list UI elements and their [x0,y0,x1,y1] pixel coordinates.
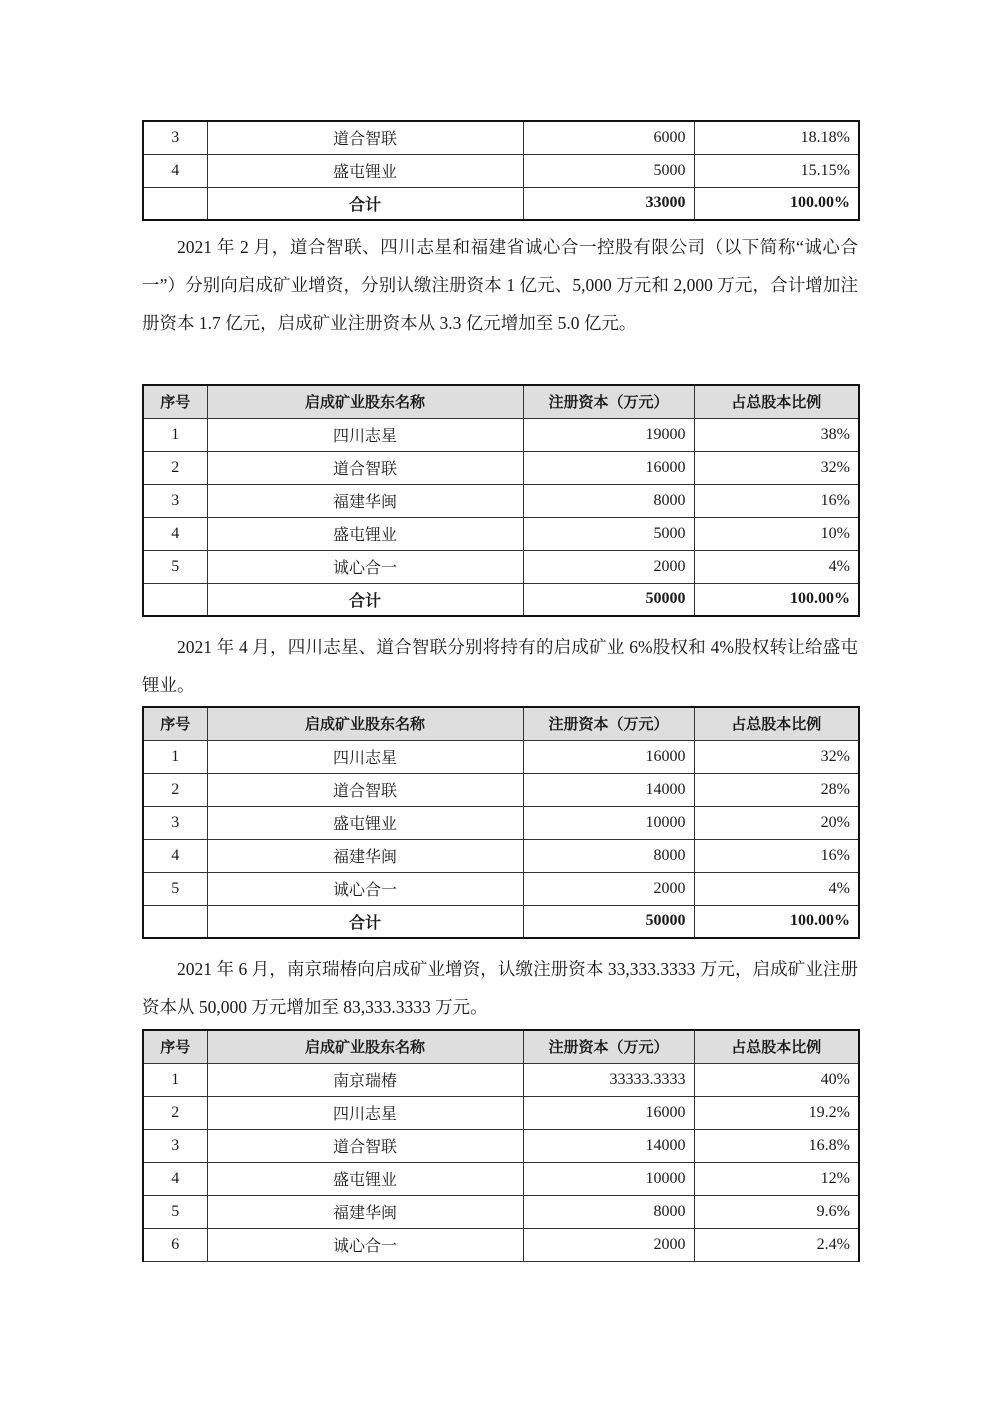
seq-cell: 2 [143,451,207,484]
pct-cell: 32% [694,740,859,773]
name-cell: 诚心合一 [207,872,523,905]
shareholder-table-3 [142,706,860,939]
table-body [143,740,859,938]
capital-cell: 8000 [523,1195,694,1228]
table-row [143,451,859,484]
table-body [143,1063,859,1261]
name-cell: 南京瑞椿 [207,1063,523,1096]
table-body [143,418,859,616]
seq-cell-empty [143,583,207,616]
seq-cell: 2 [143,1096,207,1129]
total-capital: 50000 [523,583,694,616]
name-cell: 福建华闽 [207,839,523,872]
pct-cell: 28% [694,773,859,806]
table-row [143,1096,859,1129]
pct-cell: 20% [694,806,859,839]
header-capital: 注册资本（万元） [523,385,694,418]
total-row [143,583,859,616]
pct-cell: 19.2% [694,1096,859,1129]
table-row [143,550,859,583]
table-row [143,418,859,451]
header-pct: 占总股本比例 [694,1030,859,1063]
capital-cell: 16000 [523,451,694,484]
name-cell: 四川志星 [207,1096,523,1129]
header-seq: 序号 [143,1030,207,1063]
name-cell: 道合智联 [207,1129,523,1162]
shareholder-table-1 [142,120,860,221]
capital-cell: 14000 [523,773,694,806]
table-body [143,121,859,220]
name-cell: 道合智联 [207,773,523,806]
shareholder-table-2 [142,384,860,617]
header-capital: 注册资本（万元） [523,707,694,740]
header-pct: 占总股本比例 [694,707,859,740]
capital-cell: 8000 [523,839,694,872]
pct-cell: 16% [694,839,859,872]
seq-cell: 4 [143,839,207,872]
seq-cell: 2 [143,773,207,806]
table-row [143,1228,859,1261]
capital-cell: 10000 [523,1162,694,1195]
capital-cell: 16000 [523,1096,694,1129]
pct-cell: 2.4% [694,1228,859,1261]
header-row [143,707,859,740]
name-cell: 诚心合一 [207,1228,523,1261]
total-capital: 33000 [523,187,694,220]
seq-cell: 3 [143,806,207,839]
capital-cell: 5000 [523,517,694,550]
table-row [143,806,859,839]
table-header [143,385,859,418]
seq-cell: 3 [143,121,207,154]
pct-cell: 4% [694,550,859,583]
header-name: 启成矿业股东名称 [207,385,523,418]
table-row [143,839,859,872]
capital-cell: 2000 [523,1228,694,1261]
header-name: 启成矿业股东名称 [207,1030,523,1063]
capital-cell: 14000 [523,1129,694,1162]
table-row [143,484,859,517]
pct-cell: 16% [694,484,859,517]
pct-cell: 9.6% [694,1195,859,1228]
total-pct: 100.00% [694,187,859,220]
seq-cell: 5 [143,1195,207,1228]
total-label: 合计 [207,187,523,220]
shareholder-table-4 [142,1029,860,1262]
table-row [143,1195,859,1228]
table-row [143,740,859,773]
name-cell: 道合智联 [207,451,523,484]
table-row [143,1162,859,1195]
capital-cell: 5000 [523,154,694,187]
name-cell: 道合智联 [207,121,523,154]
table-row [143,1063,859,1096]
paragraph-feb-2021: 2021 年 2 月，道合智联、四川志星和福建省诚心合一控股有限公司（以下简称“诚心合一”）分别向启成矿业增资，分别认缴注册资本 1 亿元、5,000 万元和 2,000 万元，合计增加注册资本 1.7 亿元，启成矿业注册资本从 3.3 亿元增加至 5.0 亿元。 [142,237,858,333]
capital-cell: 10000 [523,806,694,839]
name-cell: 福建华闽 [207,484,523,517]
name-cell: 盛屯锂业 [207,517,523,550]
seq-cell: 4 [143,154,207,187]
paragraph-jun-2021: 2021 年 6 月，南京瑞椿向启成矿业增资，认缴注册资本 33,333.3333 万元，启成矿业注册资本从 50,000 万元增加至 83,333.3333 万元。 [142,959,858,1017]
seq-cell: 1 [143,418,207,451]
total-row [143,187,859,220]
pct-cell: 40% [694,1063,859,1096]
total-label: 合计 [207,583,523,616]
header-seq: 序号 [143,707,207,740]
name-cell: 四川志星 [207,418,523,451]
header-name: 启成矿业股东名称 [207,707,523,740]
table-row [143,1129,859,1162]
table-row [143,872,859,905]
seq-cell: 1 [143,1063,207,1096]
pct-cell: 18.18% [694,121,859,154]
seq-cell: 6 [143,1228,207,1261]
name-cell: 福建华闽 [207,1195,523,1228]
capital-cell: 8000 [523,484,694,517]
total-row [143,905,859,938]
pct-cell: 38% [694,418,859,451]
seq-cell: 5 [143,550,207,583]
pct-cell: 4% [694,872,859,905]
seq-cell: 3 [143,1129,207,1162]
name-cell: 盛屯锂业 [207,154,523,187]
seq-cell-empty [143,905,207,938]
table-header [143,1030,859,1063]
pct-cell: 16.8% [694,1129,859,1162]
capital-cell: 16000 [523,740,694,773]
name-cell: 四川志星 [207,740,523,773]
table-row [143,517,859,550]
seq-cell: 4 [143,1162,207,1195]
name-cell: 诚心合一 [207,550,523,583]
header-pct: 占总股本比例 [694,385,859,418]
pct-cell: 10% [694,517,859,550]
pct-cell: 12% [694,1162,859,1195]
table-row [143,154,859,187]
name-cell: 盛屯锂业 [207,806,523,839]
total-capital: 50000 [523,905,694,938]
seq-cell: 3 [143,484,207,517]
table-header [143,707,859,740]
seq-cell: 1 [143,740,207,773]
paragraph-apr-2021: 2021 年 4 月，四川志星、道合智联分别将持有的启成矿业 6%股权和 4%股权转让给盛屯锂业。 [142,637,858,695]
total-pct: 100.00% [694,905,859,938]
total-label: 合计 [207,905,523,938]
capital-cell: 33333.3333 [523,1063,694,1096]
seq-cell: 4 [143,517,207,550]
header-capital: 注册资本（万元） [523,1030,694,1063]
capital-cell: 2000 [523,872,694,905]
total-pct: 100.00% [694,583,859,616]
header-row [143,385,859,418]
seq-cell: 5 [143,872,207,905]
pct-cell: 32% [694,451,859,484]
capital-cell: 2000 [523,550,694,583]
header-row [143,1030,859,1063]
capital-cell: 19000 [523,418,694,451]
header-seq: 序号 [143,385,207,418]
name-cell: 盛屯锂业 [207,1162,523,1195]
table-row [143,121,859,154]
capital-cell: 6000 [523,121,694,154]
table-row [143,773,859,806]
pct-cell: 15.15% [694,154,859,187]
seq-cell-empty [143,187,207,220]
